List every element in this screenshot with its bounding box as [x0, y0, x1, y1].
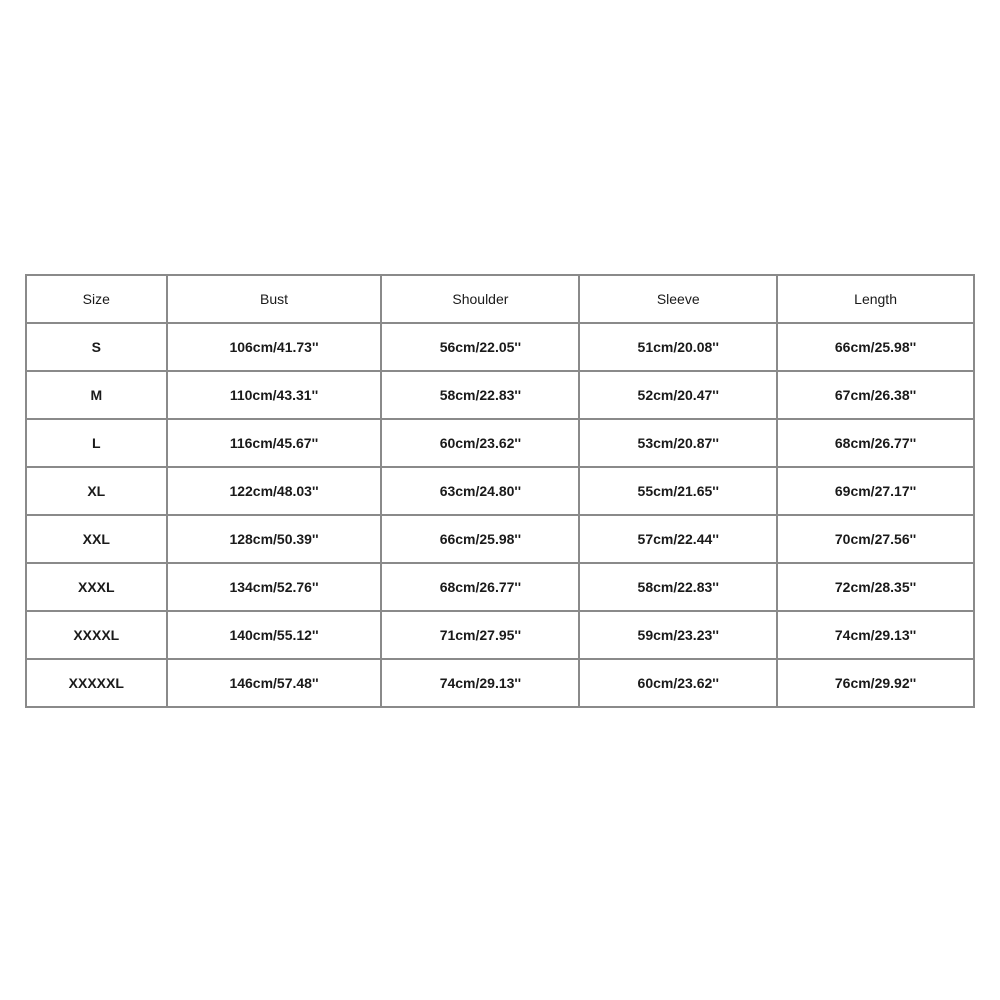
cell-size: XXXXL [26, 611, 167, 659]
cell-bust: 134cm/52.76'' [167, 563, 382, 611]
table-row [26, 659, 974, 707]
table-row [26, 371, 974, 419]
cell-length: 74cm/29.13'' [777, 611, 974, 659]
size-chart-table [25, 274, 975, 708]
cell-shoulder: 63cm/24.80'' [381, 467, 579, 515]
cell-bust: 146cm/57.48'' [167, 659, 382, 707]
cell-length: 76cm/29.92'' [777, 659, 974, 707]
header-sleeve: Sleeve [579, 275, 777, 323]
cell-shoulder: 74cm/29.13'' [381, 659, 579, 707]
header-length: Length [777, 275, 974, 323]
cell-length: 72cm/28.35'' [777, 563, 974, 611]
cell-length: 69cm/27.17'' [777, 467, 974, 515]
cell-size: XL [26, 467, 167, 515]
cell-size: M [26, 371, 167, 419]
cell-sleeve: 57cm/22.44'' [579, 515, 777, 563]
cell-length: 70cm/27.56'' [777, 515, 974, 563]
cell-bust: 106cm/41.73'' [167, 323, 382, 371]
table-row [26, 563, 974, 611]
cell-bust: 140cm/55.12'' [167, 611, 382, 659]
cell-bust: 122cm/48.03'' [167, 467, 382, 515]
cell-sleeve: 60cm/23.62'' [579, 659, 777, 707]
cell-size: XXXXXL [26, 659, 167, 707]
cell-size: XXXL [26, 563, 167, 611]
cell-length: 68cm/26.77'' [777, 419, 974, 467]
cell-sleeve: 51cm/20.08'' [579, 323, 777, 371]
cell-sleeve: 52cm/20.47'' [579, 371, 777, 419]
header-row [26, 275, 974, 323]
cell-length: 67cm/26.38'' [777, 371, 974, 419]
cell-sleeve: 58cm/22.83'' [579, 563, 777, 611]
cell-shoulder: 58cm/22.83'' [381, 371, 579, 419]
cell-size: L [26, 419, 167, 467]
cell-shoulder: 66cm/25.98'' [381, 515, 579, 563]
cell-size: S [26, 323, 167, 371]
cell-size: XXL [26, 515, 167, 563]
header-size: Size [26, 275, 167, 323]
cell-sleeve: 59cm/23.23'' [579, 611, 777, 659]
table-row [26, 515, 974, 563]
cell-sleeve: 53cm/20.87'' [579, 419, 777, 467]
cell-sleeve: 55cm/21.65'' [579, 467, 777, 515]
cell-length: 66cm/25.98'' [777, 323, 974, 371]
table-row [26, 323, 974, 371]
cell-bust: 116cm/45.67'' [167, 419, 382, 467]
table-row [26, 419, 974, 467]
table-row [26, 467, 974, 515]
cell-shoulder: 71cm/27.95'' [381, 611, 579, 659]
header-shoulder: Shoulder [381, 275, 579, 323]
cell-shoulder: 68cm/26.77'' [381, 563, 579, 611]
cell-shoulder: 60cm/23.62'' [381, 419, 579, 467]
cell-bust: 110cm/43.31'' [167, 371, 382, 419]
cell-bust: 128cm/50.39'' [167, 515, 382, 563]
cell-shoulder: 56cm/22.05'' [381, 323, 579, 371]
table-row [26, 611, 974, 659]
header-bust: Bust [167, 275, 382, 323]
